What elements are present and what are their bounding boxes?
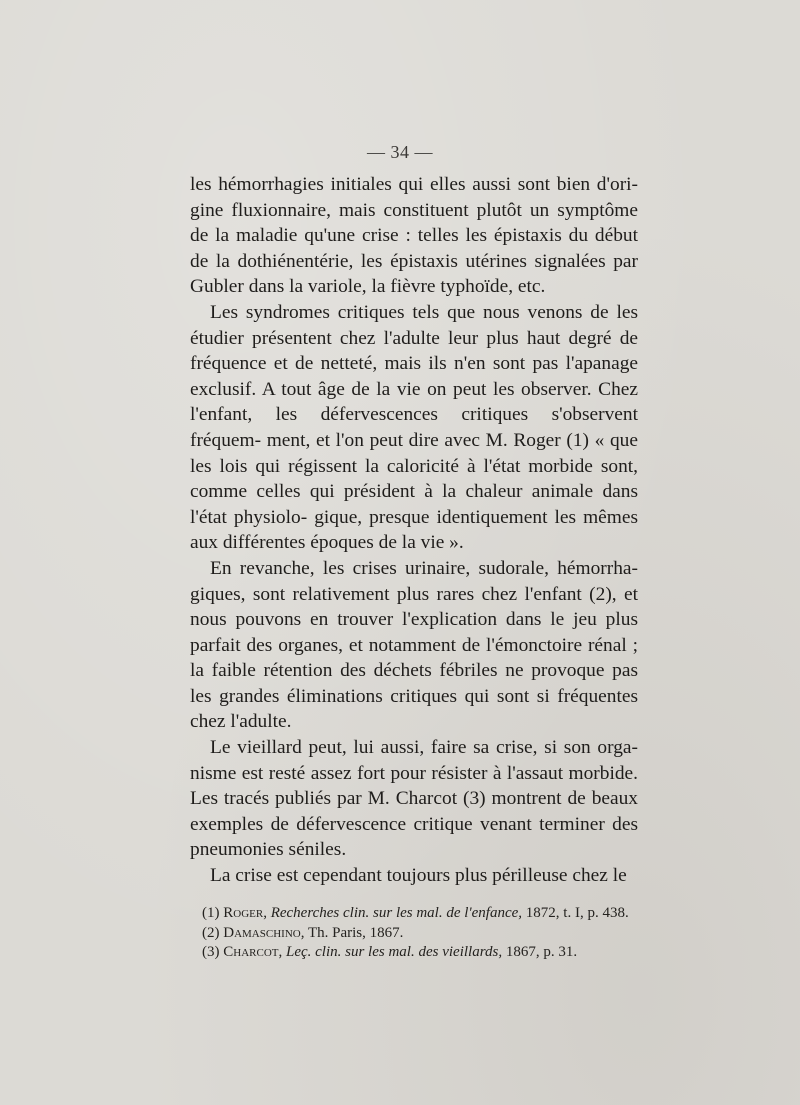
footnote-title: Leç. clin. sur les mal. des vieillards, <box>285 944 503 960</box>
text-line: ment, et l'on peut dire avec M. Roger (1) « que les lois qui <box>190 429 638 477</box>
footnote-author: Damaschino, <box>223 924 305 941</box>
text-line: nisme est resté assez fort pour résister à l'assaut morbide. <box>190 762 638 784</box>
text-line: de la maladie qu'une crise : telles les épistaxis du début <box>190 225 638 247</box>
paragraph <box>190 863 638 889</box>
text-line: Gubler dans la variole, la fièvre typhoïde, etc. <box>190 276 546 298</box>
text-line: fréquence et de netteté, mais ils n'en sont pas l'apanage <box>190 353 638 375</box>
paragraph <box>190 300 638 556</box>
text-line: étudier présentent chez l'adulte leur plus haut degré de <box>190 327 638 349</box>
text-line: les hémorrhagies initiales qui elles aussi sont bien d'ori- <box>190 174 638 195</box>
footnote-number: (1) <box>202 905 220 921</box>
paragraph <box>190 556 638 735</box>
footnote <box>202 924 642 944</box>
text-line: régissent la caloricité à l'état morbide sont, comme celles <box>190 455 638 503</box>
text-line: exclusif. A tout âge de la vie on peut les observer. Chez <box>190 378 638 400</box>
text-line: giques, sont relativement plus rares chez l'enfant (2), et <box>190 583 638 605</box>
text-line: Le vieillard peut, lui aussi, faire sa crise, si son orga- <box>210 737 638 759</box>
page-number: — 34 — <box>367 142 433 162</box>
text-line: qui président à la chaleur animale dans l'état physiolo- <box>190 481 638 528</box>
text-line: Les tracés publiés par M. Charcot (3) montrent de beaux <box>190 788 638 810</box>
footnote-details: 1872, t. I, p. 438. <box>525 905 629 921</box>
text-line: La crise est cependant toujours plus périlleuse chez le <box>210 865 627 887</box>
footnote-title: Recherches clin. sur les mal. de l'enfance, <box>270 905 523 921</box>
footnote <box>202 943 642 963</box>
paragraph <box>190 735 638 863</box>
footnote-details: Th. Paris, 1867. <box>307 924 404 941</box>
footnote-number: (2) <box>202 924 220 941</box>
text-line: époques de la vie ». <box>310 532 464 554</box>
text-line: de la dothiénentérie, les épistaxis utérines signalées par <box>190 250 638 272</box>
text-line: nous pouvons en trouver l'explication dans le jeu plus <box>190 609 638 631</box>
footnotes <box>202 904 642 963</box>
text-line: gine fluxionnaire, mais constituent plutôt un symptôme <box>190 199 638 221</box>
text-line: gique, presque identiquement les mêmes aux différentes <box>190 506 638 554</box>
body-text <box>190 172 638 889</box>
footnote-details: 1867, p. 31. <box>505 944 578 960</box>
text-line: Les syndromes critiques tels que nous venons de les <box>210 301 638 323</box>
text-line: les grandes éliminations critiques qui sont si fréquentes <box>190 685 638 707</box>
footnote-author: Roger, <box>223 905 267 921</box>
text-line: pneumonies séniles. <box>190 839 347 861</box>
footnote-author: Charcot, <box>223 944 283 960</box>
text-line: exemples de défervescence critique venant terminer des <box>190 813 638 835</box>
paragraph <box>190 172 638 300</box>
text-line: En revanche, les crises urinaire, sudorale, hémorrha- <box>210 557 638 579</box>
text-line: parfait des organes, et notamment de l'émonctoire rénal ; <box>190 634 638 656</box>
text-line: la faible rétention des déchets fébriles ne provoque pas <box>190 660 638 682</box>
footnote <box>202 904 642 924</box>
text-line: l'enfant, les défervescences critiques s'observent fréquem- <box>190 404 638 451</box>
text-line: chez l'adulte. <box>190 711 292 733</box>
footnote-number: (3) <box>202 944 220 960</box>
